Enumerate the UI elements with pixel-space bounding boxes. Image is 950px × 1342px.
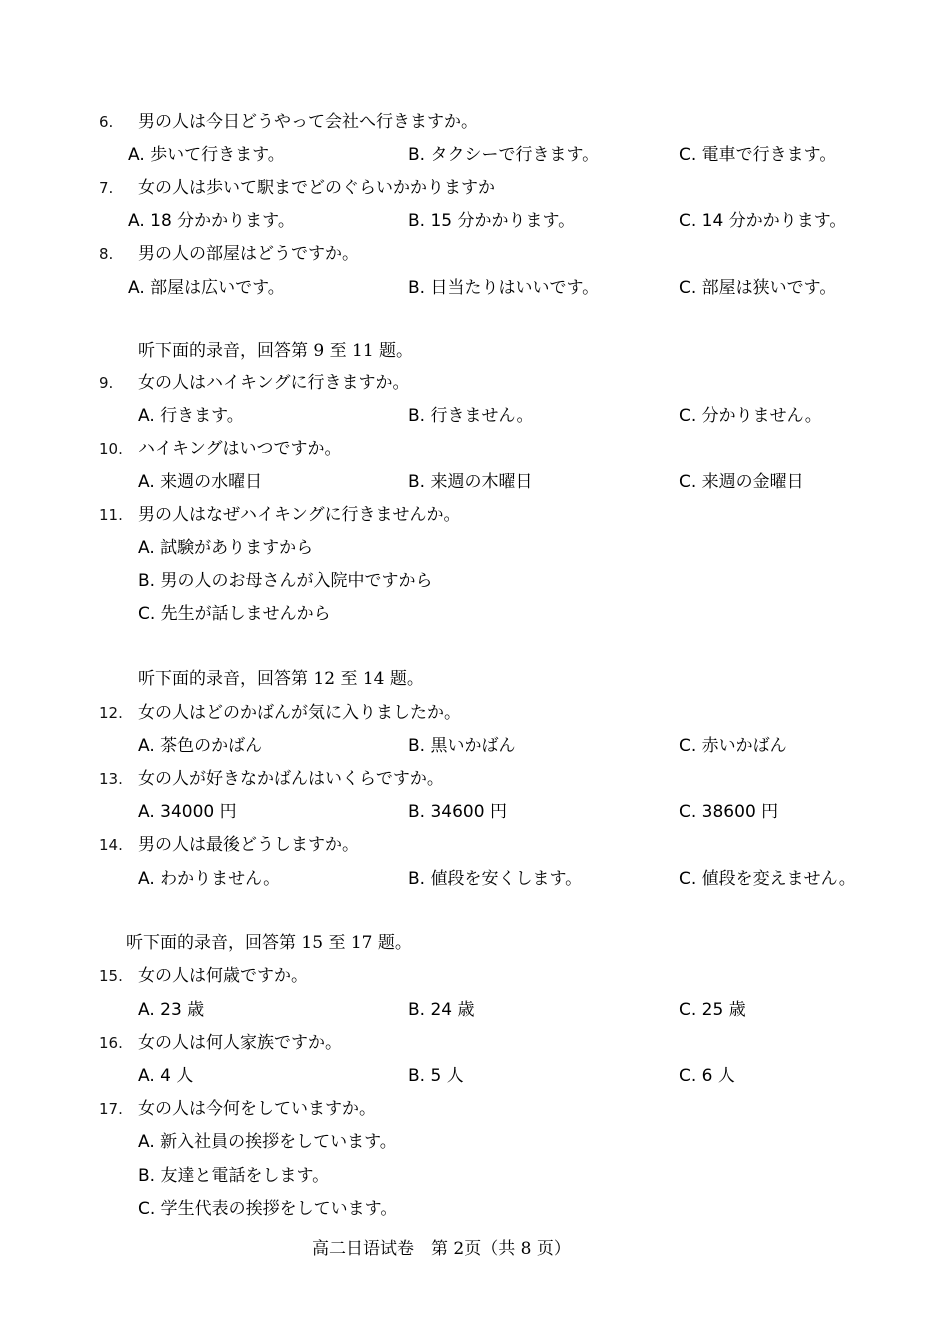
option-b: B. 黒いかばん bbox=[408, 736, 516, 756]
option-a: A. 4 人 bbox=[138, 1066, 194, 1086]
option-b: B. タクシーで行きます。 bbox=[408, 145, 600, 165]
question-text: 男の人の部屋はどうですか。 bbox=[138, 244, 359, 264]
option-b: B. 15 分かかります。 bbox=[408, 211, 576, 231]
question-number: 14. bbox=[99, 836, 123, 854]
question-number: 11. bbox=[99, 506, 123, 524]
option-a: A. わかりません。 bbox=[138, 869, 281, 889]
section-instruction: 听下面的录音，回答第 12 至 14 题。 bbox=[138, 669, 424, 689]
question-text: ハイキングはいつですか。 bbox=[138, 439, 342, 459]
section-instruction: 听下面的录音，回答第 9 至 11 题。 bbox=[138, 341, 414, 361]
section-instruction: 听下面的录音，回答第 15 至 17 题。 bbox=[126, 933, 412, 953]
question-text: 女の人は歩いて駅までどのぐらいかかりますか bbox=[138, 178, 495, 198]
option-c: C. 学生代表の挨拶をしています。 bbox=[138, 1199, 398, 1219]
question-number: 17. bbox=[99, 1100, 123, 1118]
option-c: C. 来週の金曜日 bbox=[679, 472, 804, 492]
question-number: 6. bbox=[99, 113, 114, 131]
option-b: B. 来週の木曜日 bbox=[408, 472, 533, 492]
option-c: C. 値段を変えません。 bbox=[679, 869, 856, 889]
question-text: 女の人はハイキングに行きますか。 bbox=[138, 373, 410, 393]
question-text: 女の人が好きなかばんはいくらですか。 bbox=[138, 769, 444, 789]
question-text: 男の人は今日どうやって会社へ行きますか。 bbox=[138, 112, 478, 132]
option-a: A. 歩いて行きます。 bbox=[128, 145, 285, 165]
question-number: 13. bbox=[99, 770, 123, 788]
question-text: 女の人は何歳ですか。 bbox=[138, 966, 308, 986]
option-a: A. 行きます。 bbox=[138, 406, 244, 426]
question-number: 10. bbox=[99, 440, 123, 458]
option-a: A. 部屋は広いです。 bbox=[128, 278, 285, 298]
option-c: C. 電車で行きます。 bbox=[679, 145, 837, 165]
question-text: 男の人はなぜハイキングに行きませんか。 bbox=[138, 505, 461, 525]
question-text: 女の人は何人家族ですか。 bbox=[138, 1033, 342, 1053]
option-b: B. 男の人のお母さんが入院中ですから bbox=[138, 571, 433, 591]
option-a: A. 茶色のかばん bbox=[138, 736, 263, 756]
option-c: C. 38600 円 bbox=[679, 802, 779, 822]
option-c: C. 部屋は狭いです。 bbox=[679, 278, 837, 298]
question-number: 9. bbox=[99, 374, 114, 392]
question-number: 16. bbox=[99, 1034, 123, 1052]
option-a: A. 来週の水曜日 bbox=[138, 472, 263, 492]
option-b: B. 日当たりはいいです。 bbox=[408, 278, 600, 298]
question-text: 女の人は今何をしていますか。 bbox=[138, 1099, 376, 1119]
question-number: 15. bbox=[99, 967, 123, 985]
option-a: A. 新入社員の挨拶をしています。 bbox=[138, 1132, 397, 1152]
question-number: 7. bbox=[99, 179, 114, 197]
option-a: A. 18 分かかります。 bbox=[128, 211, 295, 231]
option-c: C. 14 分かかります。 bbox=[679, 211, 847, 231]
option-b: B. 友達と電話をします。 bbox=[138, 1166, 330, 1186]
option-b: B. 5 人 bbox=[408, 1066, 464, 1086]
option-a: A. 34000 円 bbox=[138, 802, 237, 822]
option-c: C. 6 人 bbox=[679, 1066, 735, 1086]
option-b: B. 24 歳 bbox=[408, 1000, 475, 1020]
page-footer: 高二日语试卷 第 2页（共 8 页） bbox=[312, 1239, 571, 1259]
question-number: 12. bbox=[99, 704, 123, 722]
question-text: 男の人は最後どうしますか。 bbox=[138, 835, 359, 855]
option-a: A. 試験がありますから bbox=[138, 538, 314, 558]
option-b: B. 行きません。 bbox=[408, 406, 534, 426]
question-number: 8. bbox=[99, 245, 114, 263]
option-c: C. 先生が話しませんから bbox=[138, 604, 331, 624]
option-c: C. 分かりません。 bbox=[679, 406, 822, 426]
question-text: 女の人はどのかばんが気に入りましたか。 bbox=[138, 703, 461, 723]
option-b: B. 値段を安くします。 bbox=[408, 869, 583, 889]
option-a: A. 23 歳 bbox=[138, 1000, 205, 1020]
option-c: C. 赤いかばん bbox=[679, 736, 787, 756]
option-c: C. 25 歳 bbox=[679, 1000, 746, 1020]
option-b: B. 34600 円 bbox=[408, 802, 507, 822]
